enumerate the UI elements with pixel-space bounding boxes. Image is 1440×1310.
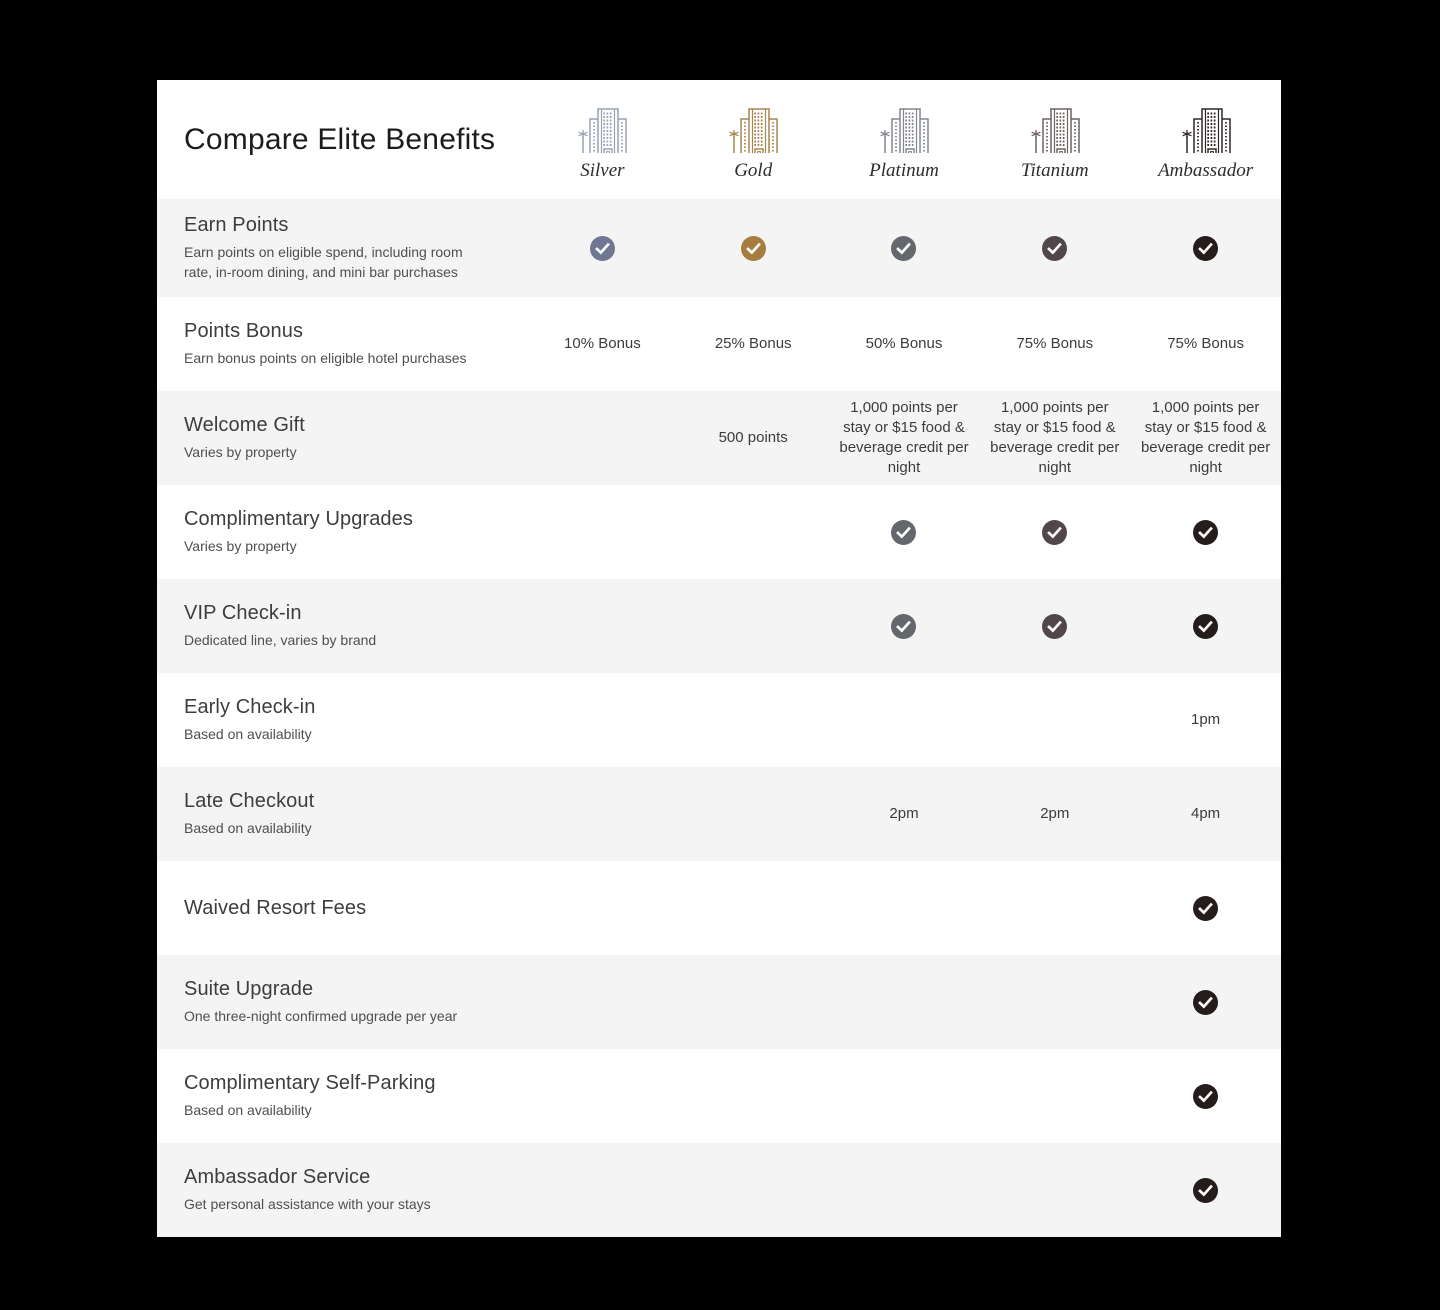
benefit-row	[157, 1143, 1281, 1237]
tier-name: Silver	[580, 160, 625, 181]
benefit-label-block	[157, 963, 527, 1042]
benefit-subtitle: Based on availability	[184, 819, 312, 836]
benefit-cell	[527, 955, 678, 1049]
benefit-cell	[979, 1049, 1130, 1143]
tier-name: Gold	[734, 160, 773, 181]
compare-benefits-card	[157, 80, 1281, 1237]
benefit-cell	[1130, 955, 1281, 1049]
benefit-cell: 1,000 points per stay or $15 food & beverage credit per night	[839, 398, 969, 477]
benefit-label-block	[157, 775, 527, 854]
table-header	[157, 80, 1281, 199]
benefit-cell	[979, 673, 1130, 767]
check-icon	[741, 236, 766, 261]
benefit-cell: 75% Bonus	[1016, 335, 1094, 353]
benefit-subtitle: Based on availability	[184, 1101, 312, 1118]
benefit-cell	[829, 955, 980, 1049]
benefit-cell	[527, 673, 678, 767]
benefit-title: Late Checkout	[184, 789, 315, 812]
benefit-cell	[829, 485, 980, 579]
hotel-icon	[576, 107, 628, 153]
benefit-subtitle: Earn bonus points on eligible hotel purchases	[184, 349, 467, 366]
benefit-cell	[979, 1143, 1130, 1237]
benefit-cell	[979, 579, 1130, 673]
tier-header-platinum	[829, 97, 980, 182]
check-icon	[1193, 1084, 1218, 1109]
benefit-cell: 10% Bonus	[564, 335, 641, 353]
hotel-icon	[1029, 107, 1081, 153]
tier-name: Platinum	[869, 160, 939, 181]
benefit-cell	[527, 199, 678, 297]
benefit-label-block	[157, 1057, 527, 1136]
benefit-row	[157, 861, 1281, 955]
benefit-title: Points Bonus	[184, 319, 304, 342]
benefit-cell: 75% Bonus	[1167, 335, 1244, 353]
benefit-row	[157, 391, 1281, 485]
benefit-cell	[678, 199, 829, 297]
check-icon	[891, 236, 916, 261]
benefit-row	[157, 579, 1281, 673]
benefit-cell: 1pm	[1191, 711, 1221, 729]
benefit-cell	[527, 391, 678, 485]
benefit-title: Complimentary Self-Parking	[184, 1071, 436, 1094]
benefit-title: Waived Resort Fees	[184, 896, 367, 919]
benefit-cell	[1130, 861, 1281, 955]
benefit-cell	[527, 1049, 678, 1143]
benefit-cell	[829, 1049, 980, 1143]
tier-header-gold	[678, 97, 829, 182]
hotel-icon	[1180, 107, 1232, 153]
benefit-row	[157, 1049, 1281, 1143]
benefits-table-body	[157, 199, 1281, 1237]
benefit-subtitle: Earn points on eligible spend, including room rate, in-room dining, and mini bar purchases	[184, 244, 463, 280]
benefit-cell: 1,000 points per stay or $15 food & beverage credit per night	[1140, 398, 1271, 477]
benefit-row	[157, 199, 1281, 297]
benefit-title: VIP Check-in	[184, 601, 302, 624]
benefit-cell	[829, 1143, 980, 1237]
benefit-cell	[979, 955, 1130, 1049]
tier-name: Ambassador	[1158, 160, 1254, 181]
benefit-cell	[527, 767, 678, 861]
benefit-cell	[1130, 579, 1281, 673]
tier-name: Titanium	[1021, 160, 1089, 181]
benefit-cell: 2pm	[889, 805, 919, 823]
benefit-cell: 2pm	[1040, 805, 1070, 823]
benefit-cell: 1,000 points per stay or $15 food & beverage credit per night	[990, 398, 1120, 477]
benefit-subtitle: One three-night confirmed upgrade per year	[184, 1007, 458, 1024]
benefit-cell	[979, 485, 1130, 579]
benefit-row	[157, 767, 1281, 861]
benefit-cell	[678, 955, 829, 1049]
benefit-cell	[678, 1143, 829, 1237]
hotel-icon	[727, 107, 779, 153]
benefit-subtitle: Based on availability	[184, 725, 312, 742]
benefit-subtitle: Varies by property	[184, 537, 297, 554]
check-icon	[1193, 614, 1218, 639]
benefit-cell	[678, 485, 829, 579]
tier-header-titanium	[979, 97, 1130, 182]
benefit-cell	[829, 199, 980, 297]
check-icon	[891, 614, 916, 639]
benefit-row	[157, 297, 1281, 391]
benefit-cell: 500 points	[718, 429, 788, 447]
benefit-cell	[829, 861, 980, 955]
benefit-cell	[1130, 485, 1281, 579]
benefit-row	[157, 673, 1281, 767]
benefit-cell	[678, 1049, 829, 1143]
benefit-cell: 4pm	[1191, 805, 1221, 823]
check-icon	[1193, 990, 1218, 1015]
benefit-label-block	[157, 199, 527, 297]
benefit-title: Suite Upgrade	[184, 977, 314, 1000]
benefit-label-block	[157, 493, 527, 572]
benefit-cell	[1130, 1143, 1281, 1237]
tier-header-silver	[527, 97, 678, 182]
benefit-row	[157, 955, 1281, 1049]
check-icon	[590, 236, 615, 261]
benefit-label-block	[157, 399, 527, 478]
benefit-cell	[678, 861, 829, 955]
benefit-cell	[829, 579, 980, 673]
benefit-label-block	[157, 1151, 527, 1230]
benefit-cell	[979, 861, 1130, 955]
page-title: Compare Elite Benefits	[184, 122, 496, 156]
benefit-subtitle: Dedicated line, varies by brand	[184, 631, 377, 648]
benefit-label-block	[157, 681, 527, 760]
benefit-cell: 25% Bonus	[714, 335, 792, 353]
benefit-title: Earn Points	[184, 214, 289, 236]
benefit-title: Ambassador Service	[184, 1165, 371, 1188]
check-icon	[1193, 1178, 1218, 1203]
benefit-subtitle: Varies by property	[184, 443, 297, 460]
benefit-cell	[527, 861, 678, 955]
benefit-row	[157, 485, 1281, 579]
benefit-cell	[678, 579, 829, 673]
benefit-label-block	[157, 305, 527, 384]
check-icon	[1042, 614, 1067, 639]
benefit-label-block	[157, 587, 527, 666]
check-icon	[1042, 236, 1067, 261]
benefit-cell	[678, 767, 829, 861]
check-icon	[1193, 896, 1218, 921]
benefit-title: Complimentary Upgrades	[184, 507, 413, 530]
benefit-cell	[678, 673, 829, 767]
benefit-cell	[1130, 1049, 1281, 1143]
check-icon	[1193, 236, 1218, 261]
benefit-cell	[527, 1143, 678, 1237]
hotel-icon	[878, 107, 930, 153]
benefit-title: Welcome Gift	[184, 413, 305, 436]
check-icon	[891, 520, 916, 545]
benefit-cell	[979, 199, 1130, 297]
benefit-cell	[527, 485, 678, 579]
benefit-cell	[829, 673, 980, 767]
benefit-title: Early Check-in	[184, 695, 316, 718]
benefit-subtitle: Get personal assistance with your stays	[184, 1195, 431, 1212]
check-icon	[1042, 520, 1067, 545]
benefit-cell	[527, 579, 678, 673]
benefit-cell: 50% Bonus	[865, 335, 943, 353]
benefit-cell	[1130, 199, 1281, 297]
benefit-label-block	[157, 882, 527, 935]
tier-header-ambassador	[1130, 97, 1281, 182]
check-icon	[1193, 520, 1218, 545]
